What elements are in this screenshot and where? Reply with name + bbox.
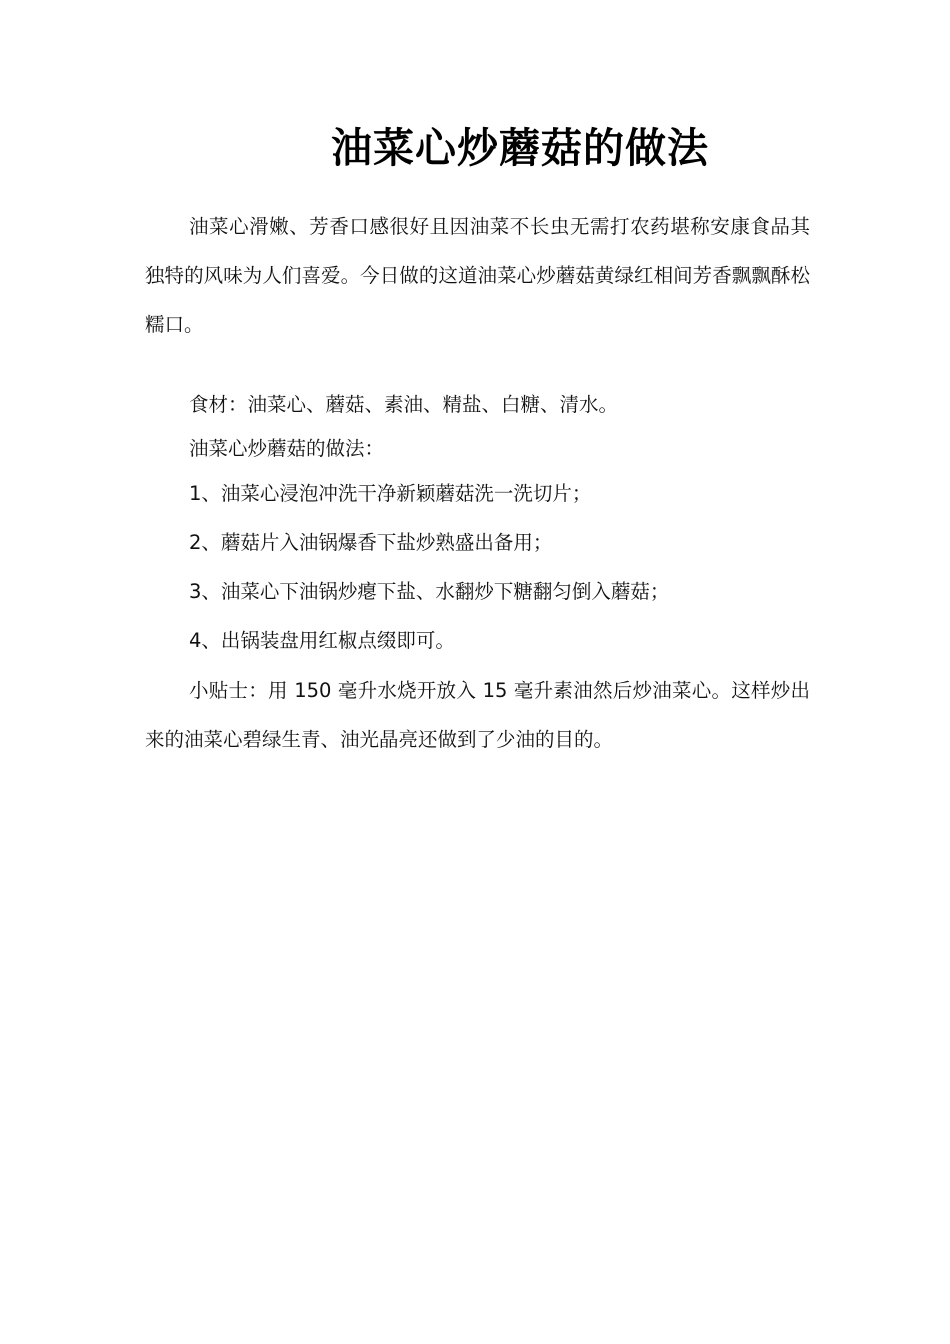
method-heading: 油菜心炒蘑菇的做法：	[189, 437, 385, 460]
step-item: 4、出锅装盘用红椒点缀即可。	[189, 629, 455, 652]
step-item: 3、油菜心下油锅炒瘪下盐、水翻炒下糖翻匀倒入蘑菇；	[189, 580, 670, 603]
tip-paragraph: 小贴士：用 150 毫升水烧开放入 15 毫升素油然后炒油菜心。这样炒出来的油菜心碧绿生青、油光晶亮还做到了少油的目的。	[145, 679, 810, 751]
document-title: 油菜心炒蘑菇的做法	[331, 124, 709, 172]
ingredients-line: 食材：油菜心、蘑菇、素油、精盐、白糖、清水。	[189, 393, 619, 416]
step-item: 1、油菜心浸泡冲洗干净新颖蘑菇洗一洗切片；	[189, 482, 592, 505]
intro-paragraph: 油菜心滑嫩、芳香口感很好且因油菜不长虫无需打农药堪称安康食品其独特的风味为人们喜爱。今日做的这道油菜心炒蘑菇黄绿红相间芳香飘飘酥松糯口。	[145, 215, 810, 336]
step-item: 2、蘑菇片入油锅爆香下盐炒熟盛出备用；	[189, 531, 553, 554]
